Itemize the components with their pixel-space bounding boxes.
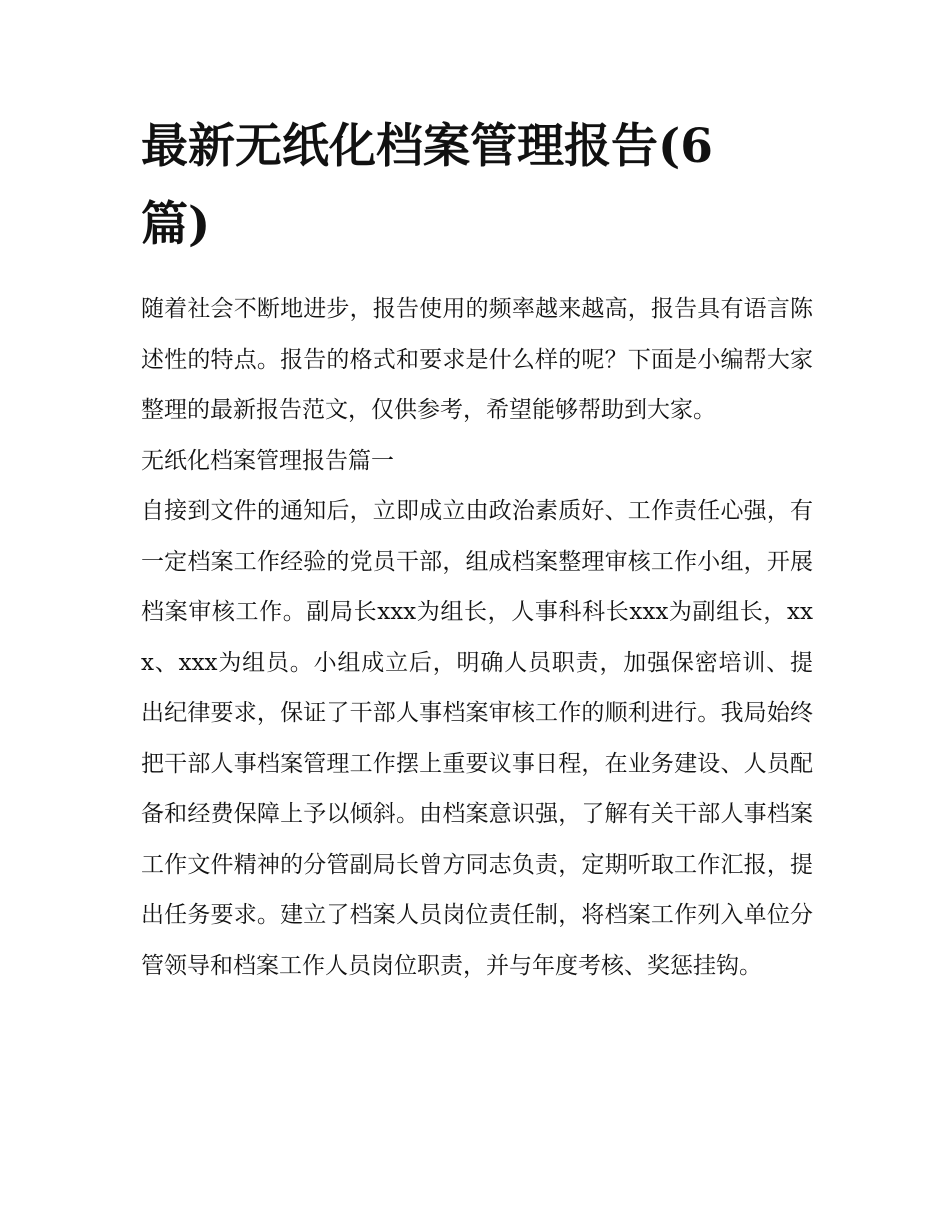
- intro-paragraph: 随着社会不断地进步，报告使用的频率越来越高，报告具有语言陈述性的特点。报告的格式和要求是什么样的呢？下面是小编帮大家整理的最新报告范文，仅供参考，希望能够帮助到大家。: [141, 296, 813, 423]
- document-title: 最新无纸化档案管理报告(6篇): [141, 119, 713, 252]
- document-page: [141, 108, 813, 991]
- body-paragraph: 自接到文件的通知后，立即成立由政治素质好、工作责任心强，有一定档案工作经验的党员干部，组成档案整理审核工作小组，开展档案审核工作。副局长xxx为组长，人事科科长xxx为副组长，xxx、xxx为组员。小组成立后，明确人员职责，加强保密培训、提出纪律要求，保证了干部人事档案审核工作的顺利进行。我局始终把干部人事档案管理工作摆上重要议事日程，在业务建设、人员配备和经费保障上予以倾斜。由档案意识强，了解有关干部人事档案工作文件精神的分管副局长曾方同志负责，定期听取工作汇报，提出任务要求。建立了档案人员岗位责任制，将档案工作列入单位分管领导和档案工作人员岗位职责，并与年度考核、奖惩挂钩。: [141, 498, 813, 979]
- section-heading: 无纸化档案管理报告篇一: [141, 447, 394, 474]
